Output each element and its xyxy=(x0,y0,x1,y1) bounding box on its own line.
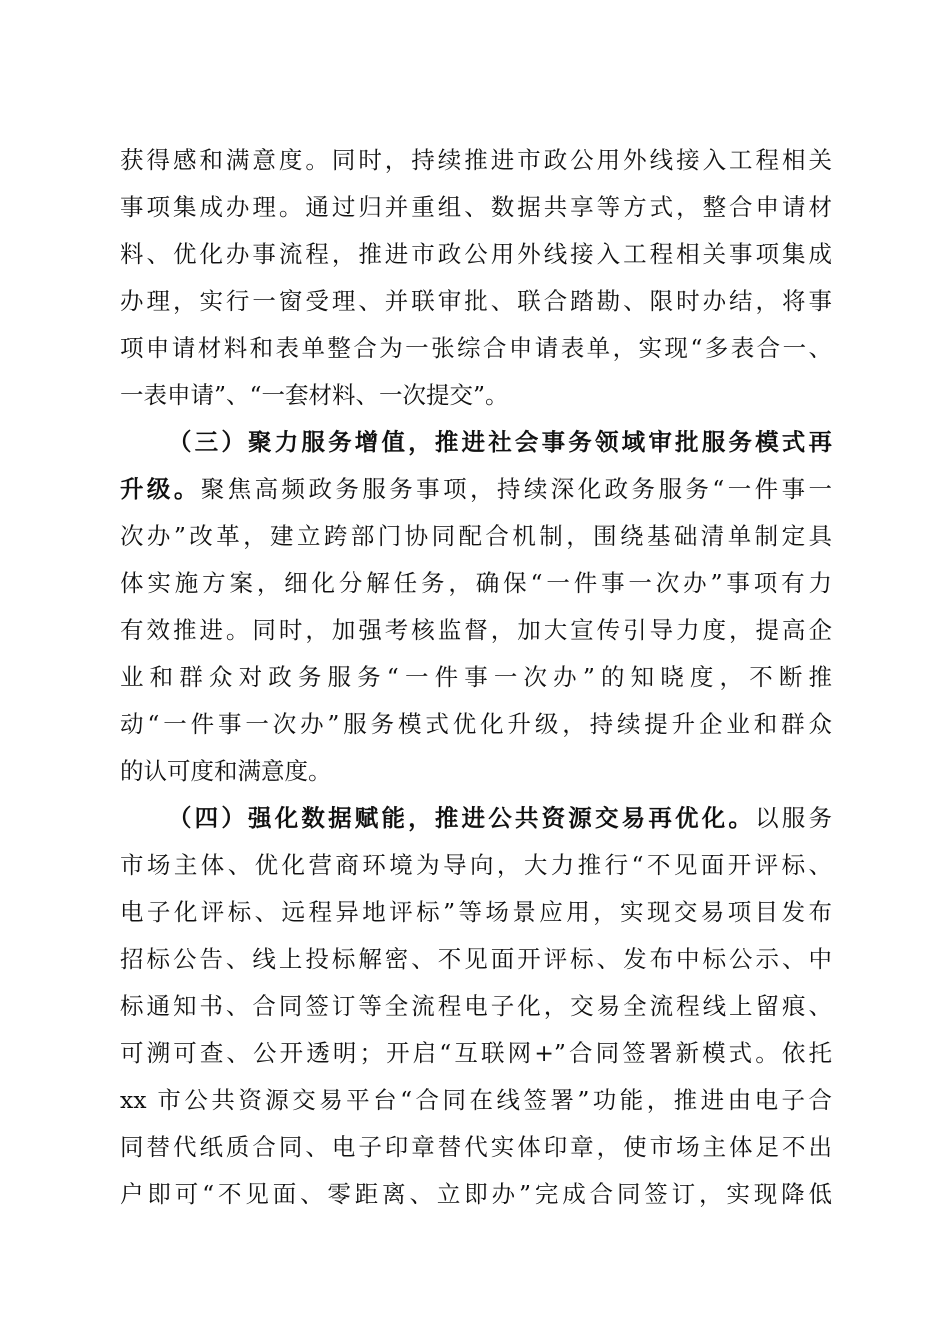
text-line: 的认可度和满意度。 xyxy=(120,757,332,785)
text-line: 电子化评标、远程异地评标”等场景应用，实现交易项目发布 xyxy=(120,898,832,926)
text-line: 可溯可查、公开透明；开启“互联网+”合同签署新模式。依托 xyxy=(120,1039,832,1067)
text-line: 办理，实行一窗受理、并联审批、联合踏勘、限时办结，将事 xyxy=(120,287,832,315)
text-line: 市场主体、优化营商环境为导向，大力推行“不见面开评标、 xyxy=(120,851,832,879)
text-line: 业和群众对政务服务“一件事一次办”的知晓度，不断推 xyxy=(120,663,832,691)
text-line: 标通知书、合同签订等全流程电子化，交易全流程线上留痕、 xyxy=(120,992,832,1020)
section-3-body-start: 聚焦高频政务服务事项，持续深化政务服务“一件事一 xyxy=(200,475,833,503)
text-line: 项申请材料和表单整合为一张综合申请表单，实现“多表合一、 xyxy=(120,334,832,362)
section-3-heading-end: 升级。 xyxy=(120,475,201,503)
text-line: 次办”改革，建立跨部门协同配合机制，围绕基础清单制定具 xyxy=(120,522,832,550)
text-line: 招标公告、线上投标解密、不见面开评标、发布中标公示、中 xyxy=(120,945,832,973)
text-line: 动“一件事一次办”服务模式优化升级，持续提升企业和群众 xyxy=(120,710,832,738)
section-4-first-line xyxy=(168,796,832,840)
text-line: 获得感和满意度。同时，持续推进市政公用外线接入工程相关 xyxy=(120,146,832,174)
text-line: 体实施方案，细化分解任务，确保“一件事一次办”事项有力 xyxy=(120,569,832,597)
text-line: 同替代纸质合同、电子印章替代实体印章，使市场主体足不出 xyxy=(120,1133,832,1161)
text-line: 事项集成办理。通过归并重组、数据共享等方式，整合申请材 xyxy=(120,193,832,221)
text-line: 料、优化办事流程，推进市政公用外线接入工程相关事项集成 xyxy=(120,240,832,268)
text-line: 有效推进。同时，加强考核监督，加大宣传引导力度，提高企 xyxy=(120,616,832,644)
section-3-heading: （三）聚力服务增值，推进社会事务领域审批服务模式再 xyxy=(168,428,832,456)
section-4-body-start: 以服务 xyxy=(755,804,832,832)
text-line: 一表申请”、“一套材料、一次提交”。 xyxy=(120,381,509,409)
section-4-heading: （四）强化数据赋能，推进公共资源交易再优化。 xyxy=(168,804,756,832)
text-line: 户即可“不见面、零距离、立即办”完成合同签订，实现降低 xyxy=(120,1180,832,1208)
section-3-line xyxy=(120,467,832,511)
text-line: xx 市公共资源交易平台“合同在线签署”功能，推进由电子合 xyxy=(120,1086,832,1114)
